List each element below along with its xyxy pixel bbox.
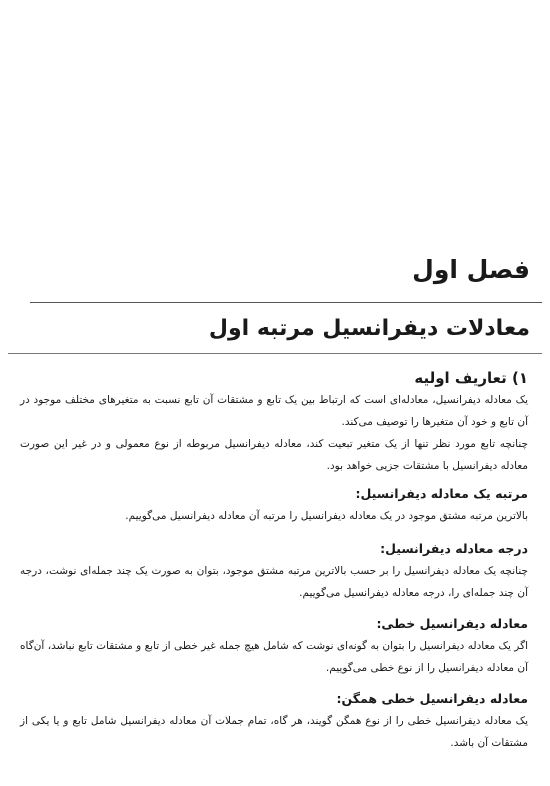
definition-paragraph: یک معادله دیفرانسیل، معادله‌ای است که ارتباط بین یک تابع و مشتقات آن تابع نسبت به متغیرهای مختلف موجود در آن تابع و خود آن متغیرها را توصیف می‌کند. [20,394,528,428]
degree-heading: درجه معادله دیفرانسیل: [380,541,528,556]
order-heading: مرتبه یک معادله دیفرانسیل: [355,486,528,501]
chapter-label: فصل اول [412,255,530,284]
order-paragraph: بالاترین مرتبه مشتق موجود در یک معادله دیفرانسیل را مرتبه آن معادله دیفرانسیل می‌گوییم. [125,510,528,522]
chapter-divider [30,302,542,303]
homogeneous-paragraph: یک معادله دیفرانسیل خطی را از نوع همگن گویند، هر گاه، تمام جملات آن معادله دیفرانسیل شامل تابع و یا یکی از مشتقات آن باشد. [20,715,528,749]
linear-heading: معادله دیفرانسیل خطی: [376,616,528,631]
chapter-title-underline [8,353,542,354]
linear-paragraph: اگر یک معادله دیفرانسیل را بتوان به گونه‌ای نوشت که شامل هیچ جمله غیر خطی از تابع و مشتقات تابع نباشد، آن‌گاه آن معادله دیفرانسیل را از نوع خطی می‌گوییم. [20,640,528,674]
ordinary-partial-paragraph: چنانچه تابع مورد نظر تنها از یک متغیر تبعیت کند، معادله دیفرانسیل مربوطه از نوع معمولی و در غیر این صورت معادله دیفرانسیل با مشتقات جزیی خواهد بود. [20,438,528,472]
degree-paragraph: چنانچه یک معادله دیفرانسیل را بر حسب بالاترین مرتبه مشتق موجود، بتوان به صورت یک چند جمله‌ای نوشت، درجه آن چند جمله‌ای را، درجه معادله دیفرانسیل می‌گوییم. [20,565,528,599]
section-heading: ۱) تعاریف اولیه [414,369,528,387]
homogeneous-heading: معادله دیفرانسیل خطی همگن: [336,691,528,706]
chapter-title: معادلات دیفرانسیل مرتبه اول [208,316,530,341]
